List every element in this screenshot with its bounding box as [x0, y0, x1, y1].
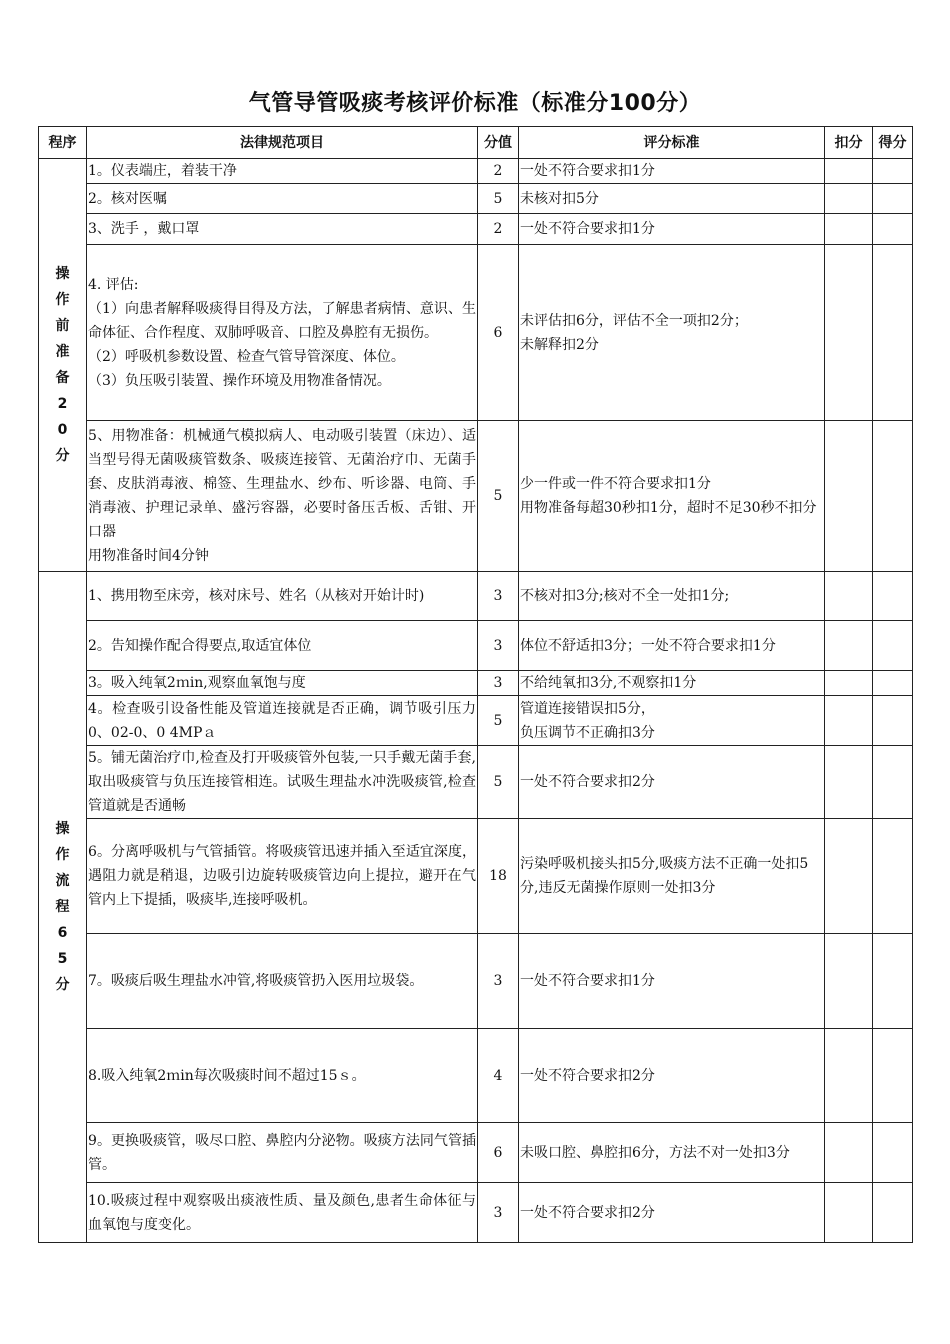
score-cell: 2 [478, 214, 519, 245]
item-cell: 1。仪表端庄，着装干净 [87, 159, 478, 184]
score-cell: 18 [478, 819, 519, 934]
deduct-cell[interactable] [825, 572, 873, 621]
deduct-cell[interactable] [825, 621, 873, 671]
item-cell: 5、用物准备：机械通气模拟病人、电动吸引装置（床边）、适当型号得无菌吸痰管数条、吸痰连接管、无菌治疗巾、无菌手套、皮肤消毒液、棉签、生理盐水、纱布、听诊器、电筒、手消毒液、护理记录单、盛污容器，必要时备压舌板、舌钳、开口器 用物准备时间4分钟 [87, 421, 478, 572]
earned-cell[interactable] [873, 819, 913, 934]
header-row [39, 127, 913, 159]
deduct-cell[interactable] [825, 1029, 873, 1123]
score-cell: 3 [478, 934, 519, 1029]
earned-cell[interactable] [873, 245, 913, 421]
item-cell: 3、洗手 ，戴口罩 [87, 214, 478, 245]
item-cell: 1、携用物至床旁，核对床号、姓名（从核对开始计时) [87, 572, 478, 621]
earned-cell[interactable] [873, 934, 913, 1029]
page-title: 气管导管吸痰考核评价标准（标准分100分） [248, 91, 702, 116]
earned-cell[interactable] [873, 421, 913, 572]
header-score: 分值 [478, 127, 519, 159]
deduct-cell[interactable] [825, 1123, 873, 1183]
score-cell: 3 [478, 1183, 519, 1243]
table-row [39, 696, 913, 746]
score-cell: 2 [478, 159, 519, 184]
item-cell: 2。告知操作配合得要点,取适宜体位 [87, 621, 478, 671]
header-deduct: 扣分 [825, 127, 873, 159]
table-row [39, 159, 913, 184]
earned-cell[interactable] [873, 696, 913, 746]
earned-cell[interactable] [873, 1123, 913, 1183]
table-row [39, 746, 913, 819]
criteria-cell: 污染呼吸机接头扣5分,吸痰方法不正确一处扣5分,违反无菌操作原则一处扣3分 [519, 819, 825, 934]
deduct-cell[interactable] [825, 746, 873, 819]
table-row [39, 621, 913, 671]
item-cell: 6。分离呼吸机与气管插管。将吸痰管迅速并插入至适宜深度，遇阻力就是稍退，边吸引边旋转吸痰管边向上提拉，避开在气管内上下提插，吸痰毕,连接呼吸机。 [87, 819, 478, 934]
criteria-cell: 一处不符合要求扣1分 [519, 159, 825, 184]
score-cell: 3 [478, 621, 519, 671]
earned-cell[interactable] [873, 746, 913, 819]
table-row [39, 671, 913, 696]
deduct-cell[interactable] [825, 671, 873, 696]
earned-cell[interactable] [873, 159, 913, 184]
deduct-cell[interactable] [825, 159, 873, 184]
deduct-cell[interactable] [825, 184, 873, 214]
item-cell: 8.吸入纯氧2ｍin每次吸痰时间不超过15ｓ。 [87, 1029, 478, 1123]
score-cell: 5 [478, 184, 519, 214]
header-procedure: 程序 [39, 127, 87, 159]
criteria-cell: 少一件或一件不符合要求扣1分 用物准备每超30秒扣1分，超时不足30秒不扣分 [519, 421, 825, 572]
criteria-cell: 一处不符合要求扣2分 [519, 1183, 825, 1243]
table-row [39, 421, 913, 572]
header-earned: 得分 [873, 127, 913, 159]
criteria-cell: 不给纯氧扣3分,不观察扣1分 [519, 671, 825, 696]
table-row [39, 1183, 913, 1243]
table-row [39, 245, 913, 421]
item-cell: 4. 评估: （1）向患者解释吸痰得目得及方法，了解患者病情、意识、生命体征、合作程度、双肺呼吸音、口腔及鼻腔有无损伤。 （2）呼吸机参数设置、检查气管导管深度、体位。 （3）负压吸引装置、操作环境及用物准备情况。 [87, 245, 478, 421]
score-cell: 4 [478, 1029, 519, 1123]
table-row [39, 1123, 913, 1183]
deduct-cell[interactable] [825, 214, 873, 245]
criteria-cell: 未核对扣5分 [519, 184, 825, 214]
deduct-cell[interactable] [825, 421, 873, 572]
earned-cell[interactable] [873, 1029, 913, 1123]
stage-cell [39, 572, 87, 1243]
deduct-cell[interactable] [825, 934, 873, 1029]
earned-cell[interactable] [873, 184, 913, 214]
table-row [39, 819, 913, 934]
header-item: 法律规范项目 [87, 127, 478, 159]
table-row [39, 214, 913, 245]
earned-cell[interactable] [873, 671, 913, 696]
stage-cell [39, 159, 87, 572]
deduct-cell[interactable] [825, 245, 873, 421]
deduct-cell[interactable] [825, 819, 873, 934]
criteria-cell: 一处不符合要求扣2分 [519, 1029, 825, 1123]
deduct-cell[interactable] [825, 1183, 873, 1243]
criteria-cell: 未吸口腔、鼻腔扣6分，方法不对一处扣3分 [519, 1123, 825, 1183]
score-cell: 3 [478, 671, 519, 696]
criteria-cell: 一处不符合要求扣2分 [519, 746, 825, 819]
criteria-cell: 一处不符合要求扣1分 [519, 214, 825, 245]
item-cell: 4。检查吸引设备性能及管道连接就是否正确，调节吸引压力0、02-0、0 4MPａ [87, 696, 478, 746]
earned-cell[interactable] [873, 1183, 913, 1243]
score-cell: 3 [478, 572, 519, 621]
score-cell: 5 [478, 421, 519, 572]
score-cell: 6 [478, 1123, 519, 1183]
earned-cell[interactable] [873, 621, 913, 671]
item-cell: 7。吸痰后吸生理盐水冲管,将吸痰管扔入医用垃圾袋。 [87, 934, 478, 1029]
deduct-cell[interactable] [825, 696, 873, 746]
item-cell: 9。更换吸痰管，吸尽口腔、鼻腔内分泌物。吸痰方法同气管插管。 [87, 1123, 478, 1183]
earned-cell[interactable] [873, 572, 913, 621]
item-cell: 10.吸痰过程中观察吸出痰液性质、量及颜色,患者生命体征与血氧饱与度变化。 [87, 1183, 478, 1243]
table-row [39, 572, 913, 621]
criteria-cell: 未评估扣6分，评估不全一项扣2分； 未解释扣2分 [519, 245, 825, 421]
table-row [39, 1029, 913, 1123]
score-cell: 5 [478, 746, 519, 819]
earned-cell[interactable] [873, 214, 913, 245]
table-row [39, 934, 913, 1029]
criteria-cell: 一处不符合要求扣1分 [519, 934, 825, 1029]
score-cell: 6 [478, 245, 519, 421]
stage-label: 操作流程65分 [55, 821, 70, 993]
item-cell: 5。铺无菌治疗巾,检查及打开吸痰管外包装,一只手戴无菌手套,取出吸痰管与负压连接管相连。试吸生理盐水冲洗吸痰管,检查管道就是否通畅 [87, 746, 478, 819]
scoring-table [38, 126, 913, 1243]
criteria-cell: 管道连接错误扣5分， 负压调节不正确扣3分 [519, 696, 825, 746]
table-row [39, 184, 913, 214]
item-cell: 2。核对医嘱 [87, 184, 478, 214]
criteria-cell: 体位不舒适扣3分；一处不符合要求扣1分 [519, 621, 825, 671]
stage-label: 操作前准备20分 [55, 266, 70, 464]
criteria-cell: 不核对扣3分;核对不全一处扣1分; [519, 572, 825, 621]
item-cell: 3。吸入纯氧2ｍin,观察血氧饱与度 [87, 671, 478, 696]
header-criteria: 评分标准 [519, 127, 825, 159]
score-cell: 5 [478, 696, 519, 746]
